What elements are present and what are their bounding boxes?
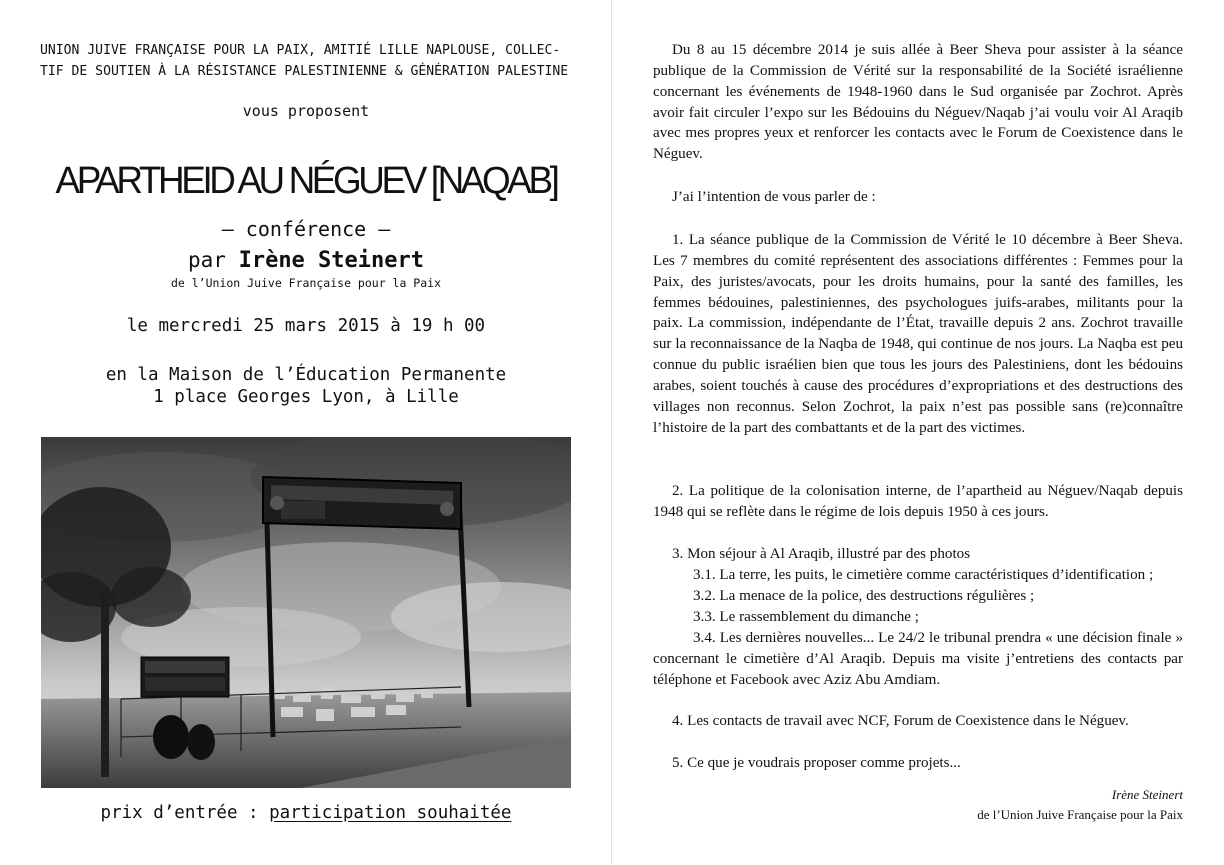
intro-paragraph: Du 8 au 15 décembre 2014 je suis allée à Beer Sheva pour assister à la séance publique de la Commission de Vérité sur la responsabilité de la Société israélienne concernant les événements de 1948-1960 dans le Sud organisée par Zochrot. Après avoir fait circuler l’expo sur les Bédouins du Néguev/Naqab j’ai voulu voir Al Araqib avec mes propres yeux et renforcer les contacts avec le Forum de Coexistence dans le Néguev. — [653, 42, 1183, 163]
propose-text: vous proposent — [242, 102, 370, 120]
organizers-line-2: TIF DE SOUTIEN À LA RÉSISTANCE PALESTINIENNE & GÉNÉRATION PALESTINE — [40, 64, 569, 79]
list-item-3-1: 3.1. La terre, les puits, le cimetière comme caractéristiques d’identification ; — [693, 567, 1154, 583]
list-item-1: 1. La séance publique de la Commission de Vérité le 10 décembre à Beer Sheva. Les 7 membres du comité représentent des associations différentes : Femmes pour la Paix, des juristes/avocats, pour les droits humains, pour la santé des familles, les femmes bédouines, palestiniennes, des psychologues juifs-arabes, militants pour la paix. La commission, indépendante de l’État, travaille depuis 2 ans. Zochrot travaille sur la reconnaissance de la Naqba de 1948, qui continue de nos jours. La Naqba est peu connue du public israélien bien que tous les jours des Palestiniens, dont les bédouins arabes, soient touchés à cause des procédures d’expropriations et des destructions des villages non reconnus. Selon Zochrot, la paix n’est pas possible sans (re)connaître l’histoire de la part des combattants et de la part des victimes. — [653, 232, 1183, 436]
cemetery-gate-photo — [41, 437, 571, 788]
list-item-3-2: 3.2. La menace de la police, des destructions régulières ; — [693, 588, 1035, 604]
flyer-right-page — [613, 0, 1224, 865]
organizers-line-1: UNION JUIVE FRANÇAISE POUR LA PAIX, AMITIÉ LILLE NAPLOUSE, COLLEC- — [40, 43, 561, 58]
by-label: par — [187, 248, 226, 272]
list-item-5: 5. Ce que je voudrais proposer comme projets... — [672, 755, 961, 771]
price-label: prix d’entrée : — [100, 803, 259, 823]
event-date: le mercredi 25 mars 2015 à 19 h 00 — [126, 316, 486, 336]
price-value: participation souhaitée — [269, 803, 512, 823]
list-item-4: 4. Les contacts de travail avec NCF, Forum de Coexistence dans le Néguev. — [672, 713, 1129, 729]
event-title: APARTHEID AU NÉGUEV [NAQAB] — [55, 160, 557, 202]
list-item-3: 3. Mon séjour à Al Araqib, illustré par des photos — [672, 546, 971, 562]
speaker-name: Irène Steinert — [238, 248, 425, 273]
conference-label: – conférence – — [221, 217, 391, 241]
venue-line-2: 1 place Georges Lyon, à Lille — [153, 387, 459, 407]
organizers-text — [40, 40, 572, 82]
speaker-line — [0, 248, 612, 273]
lead-paragraph: J’ai l’intention de vous parler de : — [672, 189, 876, 205]
signature-organization: de l’Union Juive Française pour la Paix — [977, 807, 1183, 822]
entry-price — [0, 803, 612, 823]
venue-line-1: en la Maison de l’Éducation Permanente — [105, 365, 507, 385]
list-item-3-4: 3.4. Les dernières nouvelles... Le 24/2 le tribunal prendra « une décision finale » concernant le cimetière d’Al Araqib. Depuis ma visite j’entretiens des contacts par téléphone et Facebook avec Aziz Abu Amdiam. — [653, 630, 1183, 688]
signature-name: Irène Steinert — [1111, 787, 1183, 802]
list-item-3-3: 3.3. Le rassemblement du dimanche ; — [693, 609, 919, 625]
page-divider — [611, 0, 612, 865]
speaker-affiliation: de l’Union Juive Française pour la Paix — [170, 276, 442, 290]
list-item-2: 2. La politique de la colonisation interne, de l’apartheid au Néguev/Naqab depuis 1948 qui se reflète dans le régime de lois depuis 1950 à ces jours. — [653, 483, 1183, 520]
